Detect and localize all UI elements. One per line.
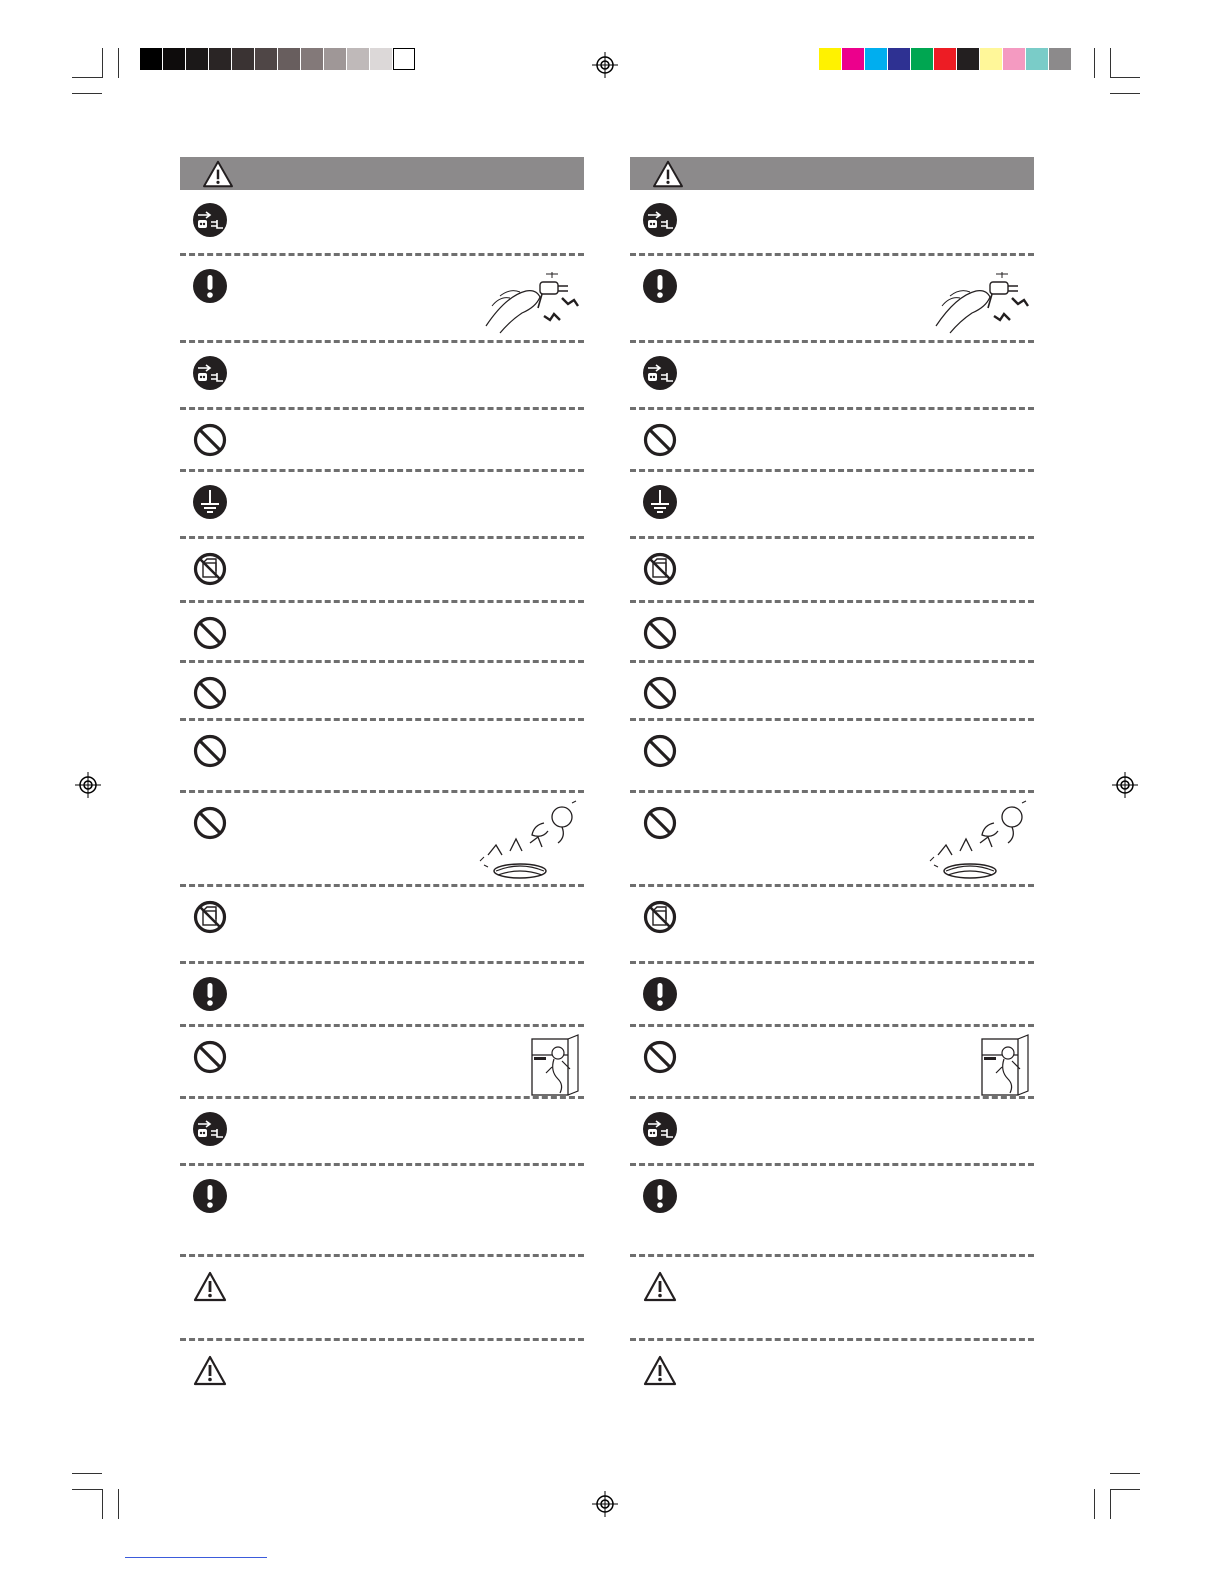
gray-swatch [209, 48, 231, 70]
safety-item-left-4 [180, 410, 584, 472]
child-in-fridge-illustration [978, 1031, 1032, 1097]
safety-item-left-16 [180, 1257, 584, 1341]
safety-item-left-9 [180, 721, 584, 793]
warning-triangle-icon [202, 160, 234, 188]
gray-swatch [186, 48, 208, 70]
child-in-fridge-illustration [528, 1031, 582, 1097]
prohibition-icon [192, 1039, 228, 1075]
gray-swatch [370, 48, 392, 70]
color-swatch [911, 48, 933, 70]
prohibition-icon [642, 733, 678, 769]
color-swatch [1049, 48, 1071, 70]
safety-item-left-6 [180, 539, 584, 603]
color-swatch [1026, 48, 1048, 70]
color-swatch [980, 48, 1002, 70]
color-swatch [957, 48, 979, 70]
safety-item-right-13 [630, 1027, 1034, 1099]
warning-triangle-icon [652, 160, 684, 188]
mandatory-icon [192, 268, 228, 304]
safety-item-left-15 [180, 1166, 584, 1257]
registration-mark-right [1112, 772, 1138, 798]
safety-item-right-10 [630, 793, 1034, 887]
safety-item-right-5 [630, 472, 1034, 539]
caution-triangle-icon [192, 1353, 228, 1389]
gray-swatch [255, 48, 277, 70]
caution-triangle-icon [642, 1269, 678, 1305]
prohibition-icon [192, 422, 228, 458]
safety-item-right-1 [630, 190, 1034, 256]
cleaning-plug-illustration [482, 266, 582, 336]
mandatory-icon [192, 976, 228, 1012]
prohibition-icon [642, 422, 678, 458]
caution-triangle-icon [642, 1353, 678, 1389]
gray-swatch [301, 48, 323, 70]
prohibition-icon [192, 675, 228, 711]
safety-item-left-10 [180, 793, 584, 887]
footer-rule [125, 1557, 267, 1558]
no-disassembly-icon [192, 899, 228, 935]
safety-item-right-6 [630, 539, 1034, 603]
caution-triangle-icon [192, 1269, 228, 1305]
gray-swatch [278, 48, 300, 70]
mandatory-icon [642, 1178, 678, 1214]
safety-item-left-8 [180, 663, 584, 721]
safety-item-right-7 [630, 603, 1034, 663]
safety-item-left-2 [180, 256, 584, 343]
color-swatch [819, 48, 841, 70]
prohibition-icon [192, 805, 228, 841]
safety-column-right [630, 157, 1034, 1401]
prohibition-icon [642, 1039, 678, 1075]
safety-item-right-14 [630, 1099, 1034, 1166]
safety-item-right-17 [630, 1341, 1034, 1401]
safety-item-left-17 [180, 1341, 584, 1401]
safety-item-right-2 [630, 256, 1034, 343]
prohibition-icon [642, 615, 678, 651]
gray-swatch [232, 48, 254, 70]
color-swatch [1003, 48, 1025, 70]
safety-item-right-8 [630, 663, 1034, 721]
safety-item-left-5 [180, 472, 584, 539]
prohibition-icon [642, 675, 678, 711]
children-playing-illustration [474, 799, 582, 883]
unplug-icon [642, 355, 678, 391]
safety-item-left-13 [180, 1027, 584, 1099]
warning-header-bar [180, 157, 584, 190]
gray-swatch [140, 48, 162, 70]
safety-item-right-3 [630, 343, 1034, 410]
gray-swatch [324, 48, 346, 70]
mandatory-icon [642, 268, 678, 304]
registration-mark-bottom [592, 1491, 618, 1517]
color-swatch [842, 48, 864, 70]
unplug-icon [192, 202, 228, 238]
safety-column-left [180, 157, 584, 1401]
safety-item-left-11 [180, 887, 584, 964]
safety-item-right-15 [630, 1166, 1034, 1257]
gray-swatch [163, 48, 185, 70]
gray-swatch [393, 48, 415, 70]
safety-item-right-4 [630, 410, 1034, 472]
safety-item-right-12 [630, 964, 1034, 1027]
safety-item-right-16 [630, 1257, 1034, 1341]
no-disassembly-icon [642, 899, 678, 935]
cleaning-plug-illustration [932, 266, 1032, 336]
safety-item-right-11 [630, 887, 1034, 964]
prohibition-icon [192, 615, 228, 651]
prohibition-icon [192, 733, 228, 769]
registration-mark-left [75, 772, 101, 798]
mandatory-icon [192, 1178, 228, 1214]
ground-icon [192, 484, 228, 520]
color-swatch [865, 48, 887, 70]
unplug-icon [192, 355, 228, 391]
ground-icon [642, 484, 678, 520]
prohibition-icon [642, 805, 678, 841]
no-disassembly-icon [642, 551, 678, 587]
unplug-icon [642, 202, 678, 238]
safety-item-left-12 [180, 964, 584, 1027]
unplug-icon [192, 1111, 228, 1147]
registration-mark-top [592, 52, 618, 78]
warning-header-bar [630, 157, 1034, 190]
no-disassembly-icon [192, 551, 228, 587]
safety-item-right-9 [630, 721, 1034, 793]
color-swatch [888, 48, 910, 70]
safety-item-left-7 [180, 603, 584, 663]
safety-item-left-14 [180, 1099, 584, 1166]
mandatory-icon [642, 976, 678, 1012]
safety-item-left-1 [180, 190, 584, 256]
gray-swatch [347, 48, 369, 70]
color-swatch [934, 48, 956, 70]
safety-item-left-3 [180, 343, 584, 410]
unplug-icon [642, 1111, 678, 1147]
children-playing-illustration [924, 799, 1032, 883]
